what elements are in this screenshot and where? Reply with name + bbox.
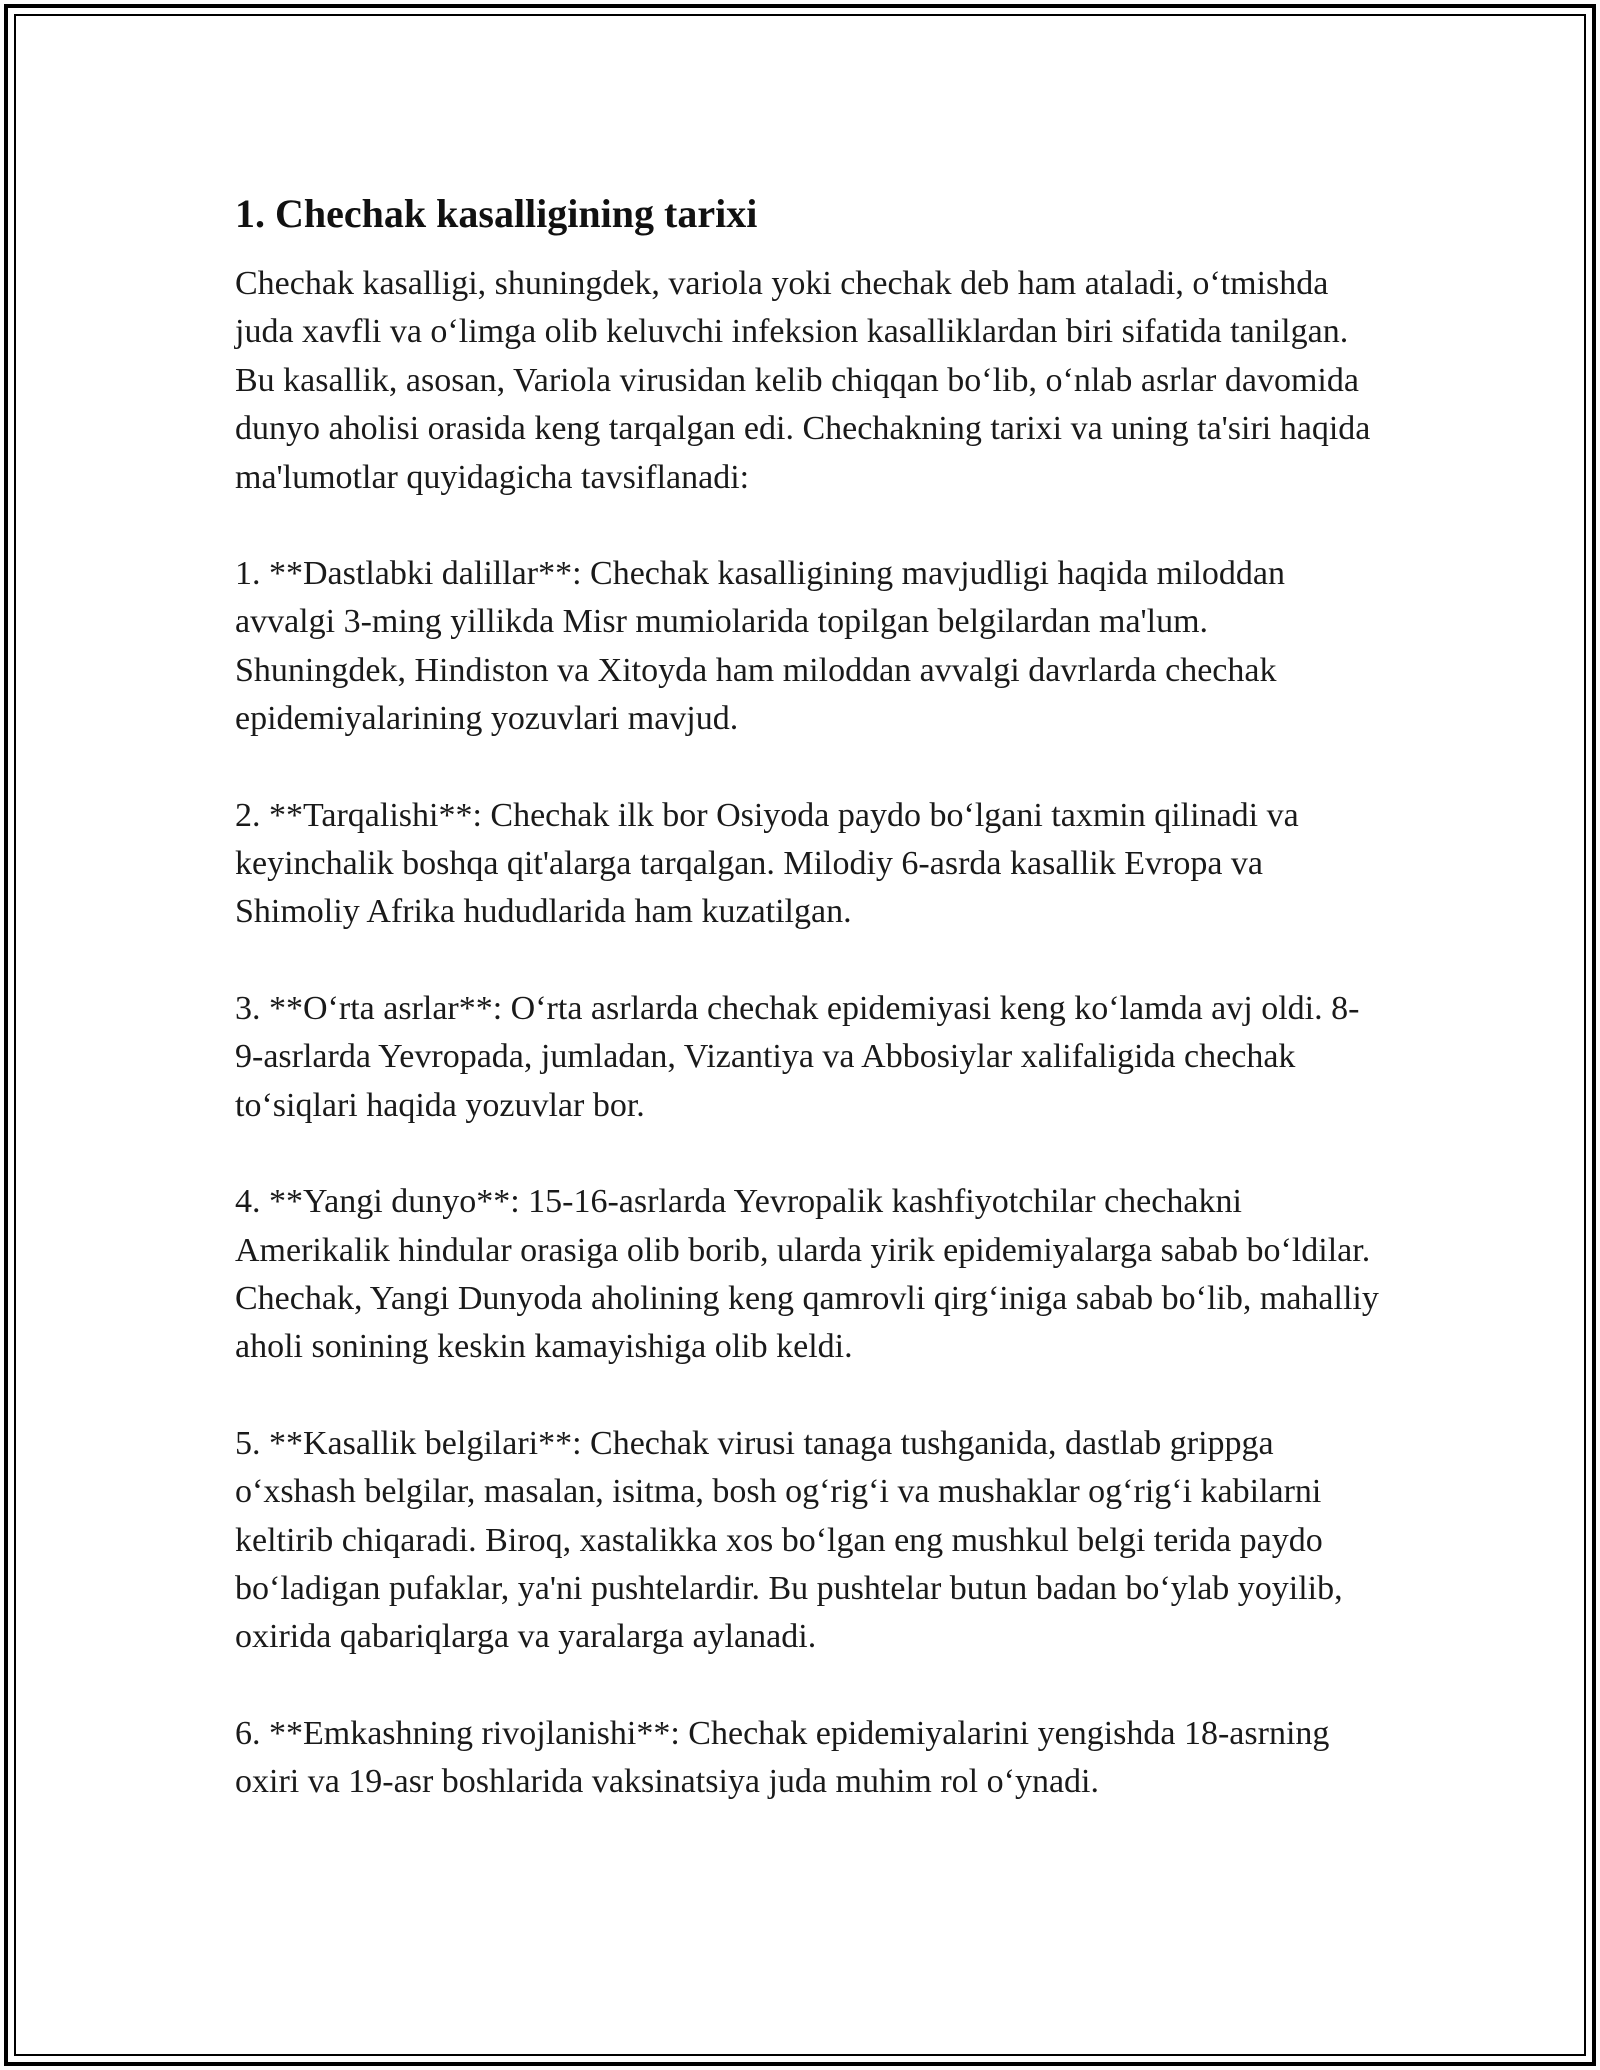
document-title: 1. Chechak kasalligining tarixi — [235, 191, 758, 236]
list-item-5: 5. **Kasallik belgilari**: Chechak virusi tanaga tushganida, dastlab grippga o‘xshash belgilar, masalan, isitma, bosh og‘rig‘i va mushaklar og‘rig‘i kabilarni keltirib chiqaradi. Biroq, xastalikka xos bo‘lgan eng mushkul belgi terida paydo bo‘ladigan pufaklar, ya'ni pushtelardir. Bu pushtelar butun badan bo‘ylab yoyilib, oxirida qabariqlarga va yaralarga aylanadi. — [235, 1424, 1343, 1656]
document-body — [235, 190, 1385, 1855]
list-item-1: 1. **Dastlabki dalillar**: Chechak kasalligining mavjudligi haqida miloddan avvalgi 3-ming yillikda Misr mumiolarida topilgan belgilardan ma'lum. Shuningdek, Hindiston va Xitoyda ham miloddan avvalgi davrlarda chechak epidemiyalarining yozuvlari mavjud. — [235, 555, 1286, 738]
list-item-3: 3. **O‘rta asrlar**: O‘rta asrlarda chechak epidemiyasi keng ko‘lamda avj oldi. 8-9-asrlarda Yevropada, jumladan, Vizantiya va Abbosiylar xalifaligida chechak to‘siqlari haqida yozuvlar bor. — [235, 989, 1360, 1124]
intro-paragraph: Chechak kasalligi, shuningdek, variola yoki chechak deb ham ataladi, o‘tmishda juda xavfli va o‘limga olib keluvchi infeksion kasalliklardan biri sifatida tanilgan. Bu kasallik, asosan, Variola virusidan kelib chiqqan bo‘lib, o‘nlab asrlar davomida dunyo aholisi orasida keng tarqalgan edi. Chechakning tarixi va uning ta'siri haqida ma'lumotlar quyidagicha tavsiflanadi: — [235, 265, 1371, 496]
list-item-2: 2. **Tarqalishi**: Chechak ilk bor Osiyoda paydo bo‘lgani taxmin qilinadi va keyinchalik boshqa qit'alarga tarqalgan. Milodiy 6-asrda kasallik Evropa va Shimoliy Afrika hududlarida ham kuzatilgan. — [235, 796, 1299, 931]
list-item-4: 4. **Yangi dunyo**: 15-16-asrlarda Yevropalik kashfiyotchilar chechakni Amerikalik hindular orasiga olib borib, ularda yirik epidemiyalarga sabab bo‘ldilar. Chechak, Yangi Dunyoda aholining keng qamrovli qirg‘iniga sabab bo‘lib, mahalliy aholi sonining keskin kamayishiga olib keldi. — [235, 1183, 1379, 1366]
list-item-6: 6. **Emkashning rivojlanishi**: Chechak epidemiyalarini yengishda 18-asrning oxiri va 19-asr boshlarida vaksinatsiya juda muhim rol o‘ynadi. — [235, 1714, 1330, 1801]
